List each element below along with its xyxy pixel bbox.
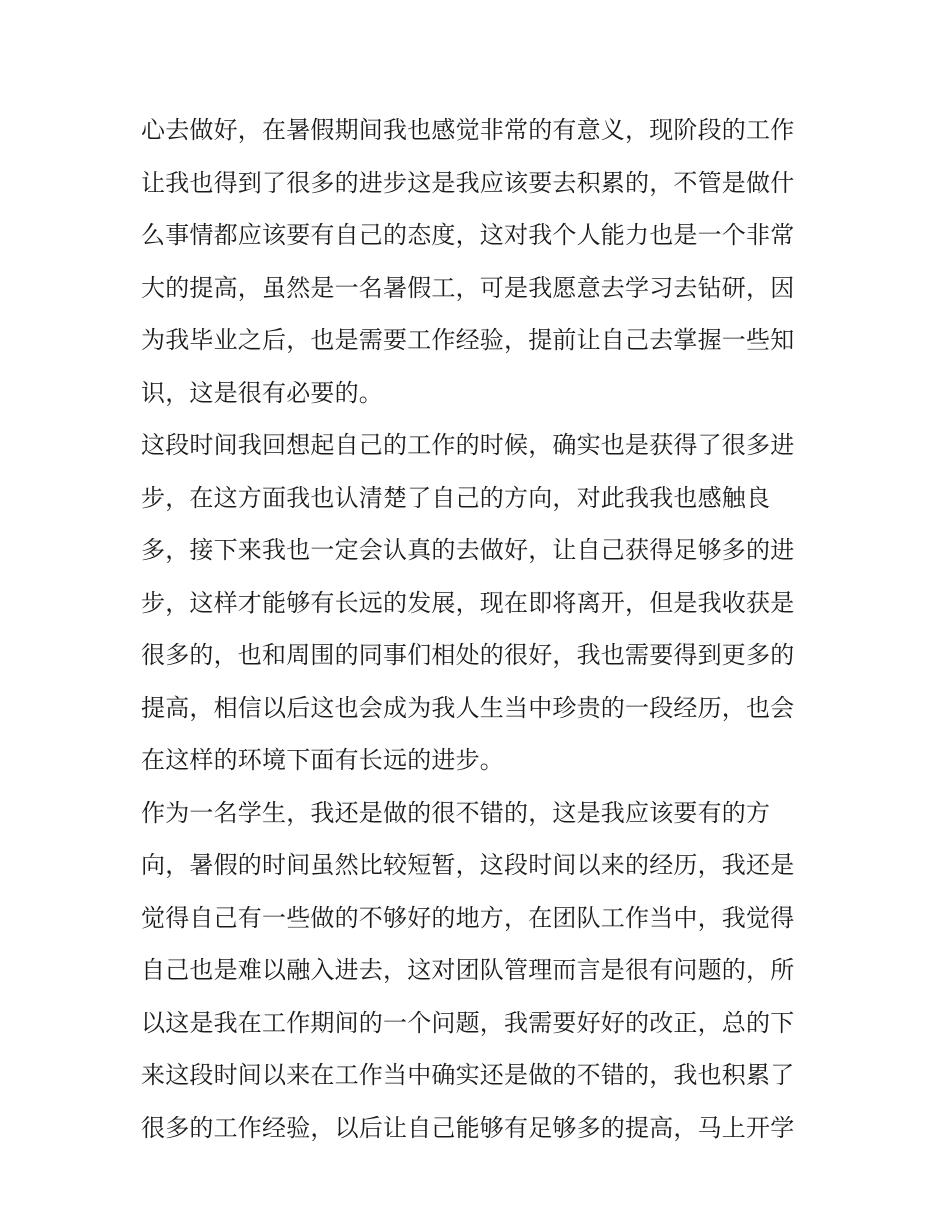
text-line: 心去做好，在暑假期间我也感觉非常的有意义，现阶段的工作	[141, 116, 795, 144]
text-line: 多，接下来我也一定会认真的去做好，让自己获得足够多的进	[141, 536, 795, 564]
text-line: 步，这样才能够有长远的发展，现在即将离开，但是我收获是	[141, 588, 795, 617]
text-line: 识，这是很有必要的。	[141, 378, 383, 407]
text-line: 提高，相信以后这也会成为我人生当中珍贵的一段经历，也会	[141, 693, 795, 722]
text-line: 么事情都应该要有自己的态度，这对我个人能力也是一个非常	[141, 221, 795, 249]
text-line: 很多的工作经验，以后让自己能够有足够多的提高，马上开学	[141, 1113, 795, 1142]
text-line: 在这样的环境下面有长远的进步。	[141, 746, 504, 774]
text-line: 自己也是难以融入进去，这对团队管理而言是很有问题的，所	[141, 956, 795, 984]
text-line: 为我毕业之后，也是需要工作经验，提前让自己去掌握一些知	[141, 326, 795, 354]
text-line: 向，暑假的时间虽然比较短暂，这段时间以来的经历，我还是	[141, 851, 795, 879]
text-line: 很多的，也和周围的同事们相处的很好，我也需要得到更多的	[141, 641, 795, 669]
text-line: 大的提高，虽然是一名暑假工，可是我愿意去学习去钻研，因	[141, 273, 795, 302]
text-line: 这段时间我回想起自己的工作的时候，确实也是获得了很多进	[141, 431, 795, 459]
document-body	[141, 104, 813, 1154]
text-line: 觉得自己有一些做的不够好的地方，在团队工作当中，我觉得	[141, 903, 795, 932]
text-line: 步，在这方面我也认清楚了自己的方向，对此我我也感触良	[141, 483, 771, 512]
text-line: 让我也得到了很多的进步这是我应该要去积累的，不管是做什	[141, 168, 795, 197]
text-line: 作为一名学生，我还是做的很不错的，这是我应该要有的方	[141, 798, 771, 827]
text-line: 来这段时间以来在工作当中确实还是做的不错的，我也积累了	[141, 1061, 795, 1089]
text-line: 以这是我在工作期间的一个问题，我需要好好的改正，总的下	[141, 1008, 795, 1037]
